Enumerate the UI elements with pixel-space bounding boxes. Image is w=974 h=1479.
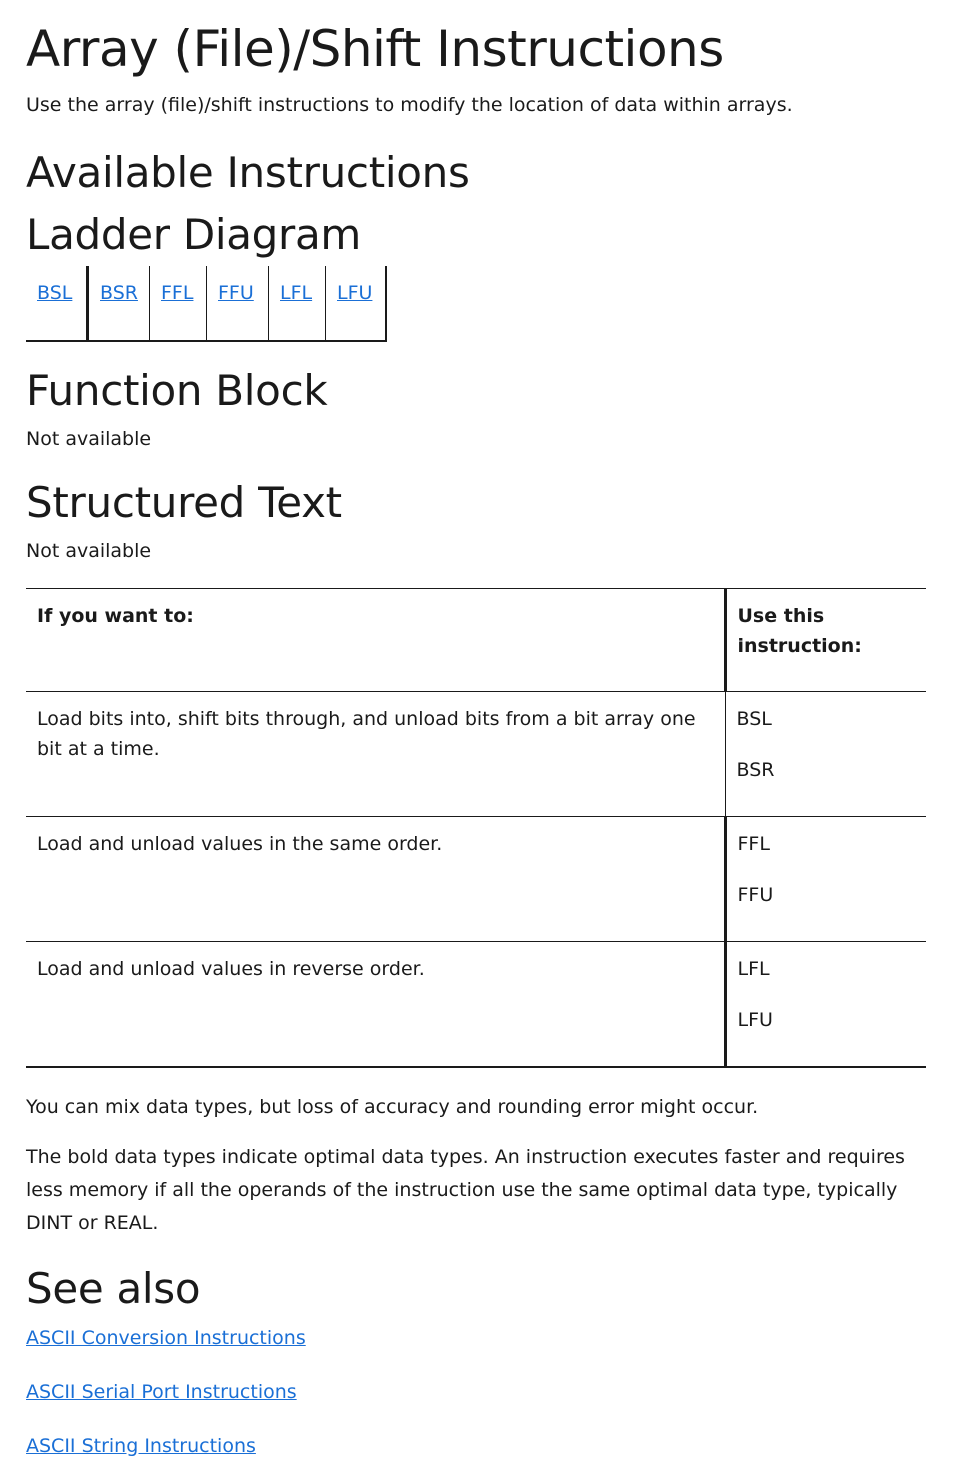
ladder-cell-lfl — [268, 266, 325, 340]
data-types-note: You can mix data types, but loss of accuracy and rounding error might occur. — [26, 1095, 759, 1118]
instruction-name: FFU — [737, 884, 774, 906]
ladder-cell-bsr — [86, 266, 149, 340]
optimal-data-types-note: The bold data types indicate optimal data types. An instruction executes faster and requires less memory if all the operands of the instruction use the same optimal data type, typically DINT or REAL. — [26, 1145, 905, 1234]
instruction-name: BSL — [736, 708, 772, 730]
table-header-if-you-want-to: If you want to: — [37, 605, 194, 627]
instruction-name: BSR — [736, 759, 775, 781]
see-also-link-ascii-serial-port[interactable]: ASCII Serial Port Instructions — [26, 1380, 297, 1403]
table-cell-description: Load and unload values in the same order. — [37, 833, 443, 855]
ladder-link-bsr[interactable]: BSR — [100, 282, 138, 304]
table-cell-instructions — [725, 817, 926, 942]
table-row — [26, 817, 926, 942]
table-cell-description: Load and unload values in reverse order. — [37, 958, 425, 980]
table-cell-instructions — [725, 942, 926, 1067]
table-cell-description: Load bits into, shift bits through, and unload bits from a bit array one bit at a time. — [37, 708, 696, 760]
ladder-cell-bsl — [26, 266, 86, 340]
ladder-link-lfu[interactable]: LFU — [337, 282, 373, 304]
instruction-name: LFL — [737, 958, 770, 980]
see-also-link-ascii-conversion[interactable]: ASCII Conversion Instructions — [26, 1326, 306, 1349]
instruction-name: LFU — [737, 1009, 773, 1031]
available-instructions-heading: Available Instructions — [26, 148, 470, 197]
function-block-text: Not available — [26, 428, 152, 450]
see-also-link-ascii-string[interactable]: ASCII String Instructions — [26, 1434, 256, 1457]
ladder-link-lfl[interactable]: LFL — [280, 282, 313, 304]
ladder-link-ffu[interactable]: FFU — [218, 282, 254, 304]
ladder-link-bsl[interactable]: BSL — [37, 282, 73, 304]
ladder-cell-lfu — [325, 266, 387, 340]
ladder-links-row — [26, 266, 387, 342]
instruction-table — [26, 588, 926, 1068]
table-header-use-this-instruction: Use this instruction: — [725, 589, 926, 692]
table-cell-instructions — [725, 692, 926, 817]
ladder-diagram-heading: Ladder Diagram — [26, 210, 362, 259]
ladder-cell-ffl — [149, 266, 206, 340]
page-title: Array (File)/Shift Instructions — [26, 20, 724, 78]
ladder-link-ffl[interactable]: FFL — [161, 282, 194, 304]
instruction-name: FFL — [737, 833, 770, 855]
function-block-heading: Function Block — [26, 366, 328, 415]
intro-text: Use the array (file)/shift instructions to modify the location of data within arrays. — [26, 94, 793, 116]
table-row — [26, 692, 926, 817]
see-also-heading: See also — [26, 1263, 201, 1313]
ladder-cell-ffu — [206, 266, 268, 340]
table-header-row — [26, 589, 926, 692]
structured-text-text: Not available — [26, 540, 152, 562]
table-row — [26, 942, 926, 1067]
structured-text-heading: Structured Text — [26, 478, 342, 527]
